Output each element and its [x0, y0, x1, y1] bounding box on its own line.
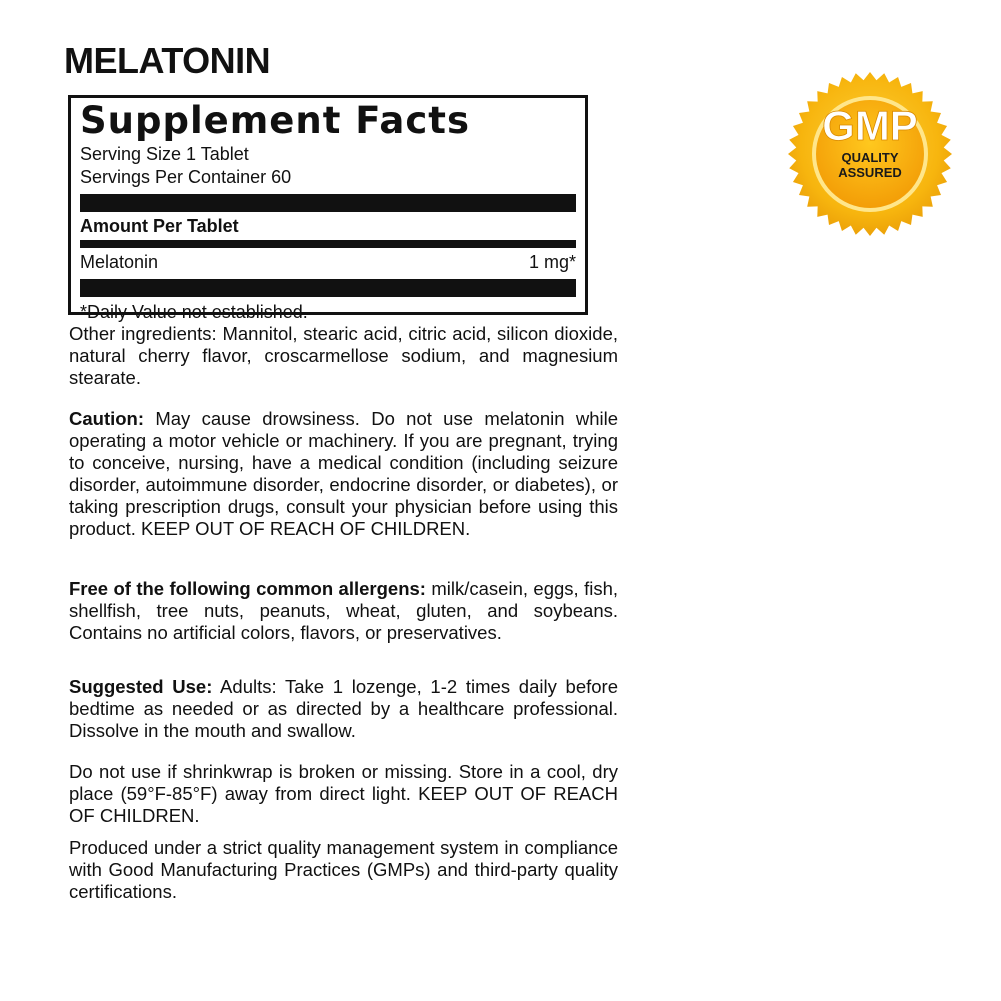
suggested-use-paragraph — [69, 676, 618, 742]
gmp-quality-seal-icon — [786, 70, 954, 238]
caution-paragraph — [69, 408, 618, 540]
nutrient-row — [80, 251, 576, 273]
supplement-facts-panel — [68, 95, 588, 322]
nutrient-name: Melatonin — [80, 252, 159, 272]
divider-thick — [80, 194, 576, 212]
servings-per-container: Servings Per Container 60 — [80, 167, 292, 187]
caution-label: Caution: — [69, 408, 145, 429]
suggested-use-text: Adults: Take 1 lozenge, 1-2 times daily before bedtime as needed or as directed by a healthcare professional. Dissolve in the mouth and swallow. — [69, 676, 618, 741]
seal-acronym: GMP — [822, 102, 918, 149]
caution-text: May cause drowsiness. Do not use melatonin while operating a motor vehicle or machinery. If you are pregnant, trying to conceive, nursing, have a medical condition (including seizure disorder, autoimmune disorder, endocrine disorder, or diabetes), or taking prescription drugs, consult your physician before using this product. KEEP OUT OF REACH OF CHILDREN. — [69, 408, 618, 539]
amount-per-tablet-header: Amount Per Tablet — [80, 216, 239, 236]
quality-paragraph: Produced under a strict quality management system in compliance with Good Manufacturing Practices (GMPs) and third-party quality certifications. — [69, 837, 618, 902]
suggested-use-label: Suggested Use: — [69, 676, 213, 697]
seal-line2: ASSURED — [838, 165, 902, 180]
daily-value-footnote: *Daily Value not established. — [80, 302, 308, 322]
storage-paragraph: Do not use if shrinkwrap is broken or missing. Store in a cool, dry place (59°F-85°F) away from direct light. KEEP OUT OF REACH OF CHILDREN. — [69, 761, 618, 826]
divider-medium — [80, 240, 576, 248]
allergens-paragraph — [69, 578, 618, 644]
allergens-label: Free of the following common allergens: — [69, 578, 426, 599]
product-name: MELATONIN — [64, 40, 271, 81]
allergens-text: milk/casein, eggs, fish, shellfish, tree nuts, peanuts, wheat, gluten, and soybeans. Contains no artificial colors, flavors, or preservatives. — [69, 578, 618, 643]
nutrient-amount: 1 mg* — [528, 252, 576, 272]
supplement-facts-title: Supplement Facts — [80, 99, 471, 142]
serving-size: Serving Size 1 Tablet — [80, 144, 249, 164]
other-ingredients: Other ingredients: Mannitol, stearic acid, citric acid, silicon dioxide, natural cherry flavor, croscarmellose sodium, and magnesium stearate. — [69, 323, 618, 388]
seal-line1: QUALITY — [841, 150, 899, 165]
divider-thick-bottom — [80, 279, 576, 297]
